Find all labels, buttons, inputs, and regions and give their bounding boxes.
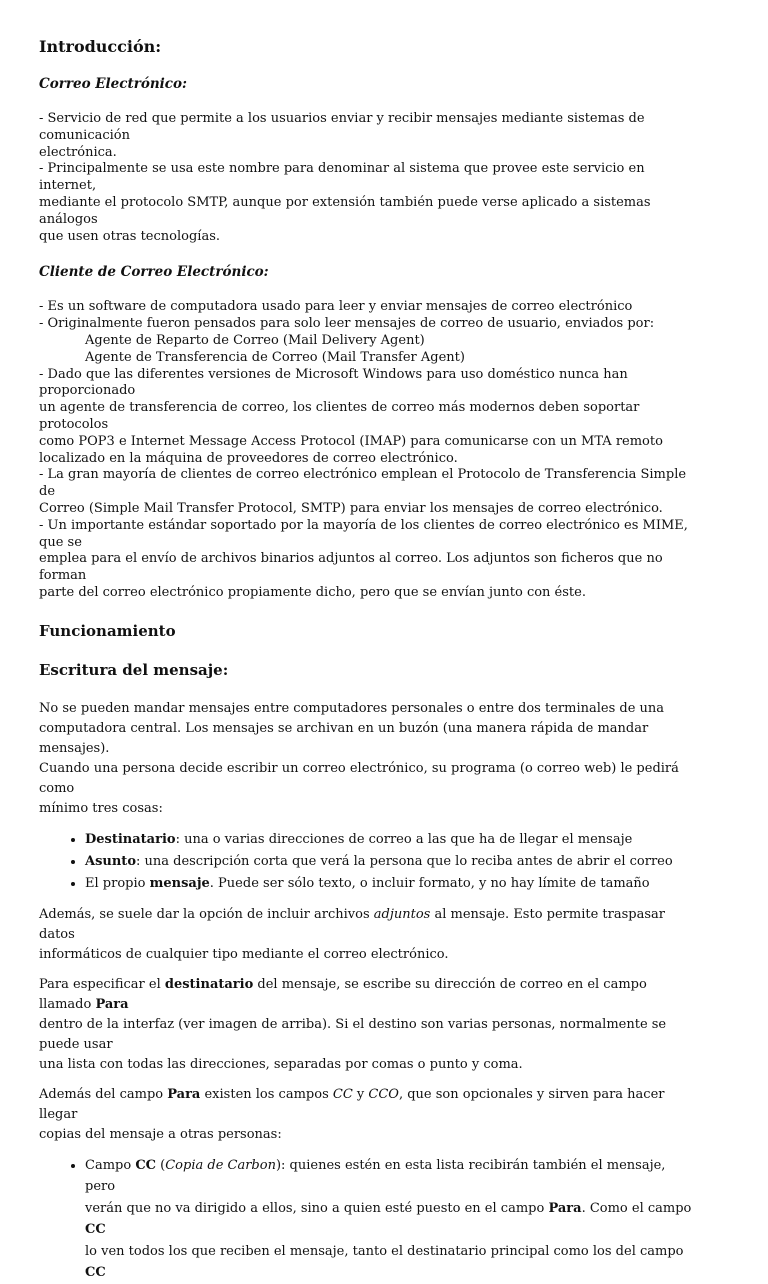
text-line: Agente de Transferencia de Correo (Mail Transfer Agent) <box>85 349 465 365</box>
paragraph-cc-fields <box>39 1085 699 1145</box>
text-line: parte del correo electrónico propiamente dicho, pero que se envían junto con éste. <box>39 584 586 600</box>
text-line: mínimo tres cosas: <box>39 800 163 816</box>
document-page <box>39 36 699 1284</box>
text-line: computadora central. Los mensajes se archivan en un buzón (una manera rápida de mandar mensajes). <box>39 720 649 756</box>
client-subheading: Cliente de Correo Electrónico: <box>39 264 269 281</box>
text-line: - Dado que las diferentes versiones de Microsoft Windows para uso doméstico nunca han proporcionado <box>39 366 628 399</box>
list-item: • El propio mensaje. Puede ser sólo texto, o incluir formato, y no hay límite de tamaño <box>85 873 699 895</box>
list-item: • Destinatario: una o varias direcciones de correo a las que ha de llegar el mensaje <box>85 829 699 851</box>
text-line: - Un importante estándar soportado por la mayoría de los clientes de correo electrónico es MIME, que se <box>39 517 688 550</box>
intro-heading: Introducción: <box>39 37 162 56</box>
paragraph-recipient <box>39 975 699 1075</box>
func-heading: Funcionamiento <box>39 621 176 640</box>
text-line: electrónica. <box>39 144 117 160</box>
text-line: como POP3 e Internet Message Access Protocol (IMAP) para comunicarse con un MTA remoto <box>39 433 663 449</box>
text-line: Correo (Simple Mail Transfer Protocol, SMTP) para enviar los mensajes de correo electrónico. <box>39 500 663 516</box>
text-line: - Servicio de red que permite a los usuarios enviar y recibir mensajes mediante sistemas de comunicación <box>39 111 645 143</box>
text-line: dentro de la interfaz (ver imagen de arriba). Si el destino son varias personas, normalmente se puede usar <box>39 1016 667 1052</box>
list-item: • Campo CC (Copia de Carbon): quienes estén en esta lista recibirán también el mensaje, pero verán que no va dirigido a ellos, sino a quien esté puesto en el campo Para. Como el campo CC lo ven todos los que reciben el mensaje, tanto el destinatario principal como los del campo CC <box>85 1155 699 1284</box>
text-line: Para especificar el destinatario del mensaje, se escribe su dirección de correo en el campo llamado Para <box>39 976 647 1012</box>
list-item: • Asunto: una descripción corta que verá la persona que lo reciba antes de abrir el correo <box>85 851 699 873</box>
text-line: Además, se suele dar la opción de incluir archivos adjuntos al mensaje. Esto permite traspasar datos <box>39 906 665 942</box>
write-heading: Escritura del mensaje: <box>39 660 229 679</box>
text-line: copias del mensaje a otras personas: <box>39 1126 282 1142</box>
email-subheading: Correo Electrónico: <box>39 76 187 92</box>
text-line: - Principalmente se usa este nombre para denominar al sistema que provee este servicio en internet, <box>39 161 645 194</box>
text-line: Cuando una persona decide escribir un correo electrónico, su programa (o correo web) le pedirá como <box>39 760 679 796</box>
text-line: - Es un software de computadora usado para leer y enviar mensajes de correo electrónico <box>39 299 633 315</box>
text-line: Agente de Reparto de Correo (Mail Delivery Agent) <box>85 332 425 348</box>
email-definition <box>39 111 699 245</box>
text-line: emplea para el envío de archivos binarios adjuntos al correo. Los adjuntos son ficheros que no forman <box>39 551 663 584</box>
text-line: No se pueden mandar mensajes entre computadores personales o entre dos terminales de una <box>39 700 665 716</box>
text-line: localizado en la máquina de proveedores de correo electrónico. <box>39 450 458 466</box>
text-line: Además del campo Para existen los campos CC y CCO, que son opcionales y sirven para hacer llegar <box>39 1086 665 1122</box>
text-line: una lista con todas las direcciones, separadas por comas o punto y coma. <box>39 1056 523 1072</box>
paragraph-attachments <box>39 905 699 965</box>
text-line: - Originalmente fueron pensados para solo leer mensajes de correo de usuario, enviados por: <box>39 316 655 332</box>
client-definition <box>39 299 699 601</box>
text-line: - La gran mayoría de clientes de correo electrónico emplean el Protocolo de Transferencia Simple de <box>39 467 687 500</box>
required-fields-list <box>39 829 699 895</box>
text-line: mediante el protocolo SMTP, aunque por extensión también puede verse aplicado a sistemas análogos <box>39 194 651 227</box>
paragraph-intro <box>39 699 699 819</box>
text-line: que usen otras tecnologías. <box>39 228 220 244</box>
text-line: informáticos de cualquier tipo mediante el correo electrónico. <box>39 946 449 962</box>
cc-list <box>39 1155 699 1284</box>
text-line: un agente de transferencia de correo, los clientes de correo más modernos deben soportar protocolos <box>39 400 640 432</box>
